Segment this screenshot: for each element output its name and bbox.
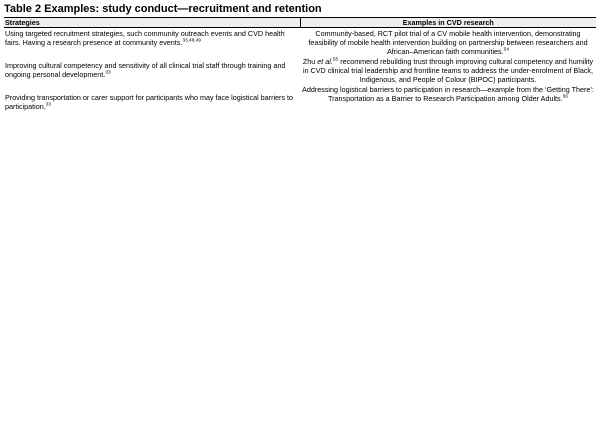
example-text: Addressing logistical barriers to participation in research—example from the ‘Getting There’: Transportation as a Barrier to Research Participation among Older Adults. — [302, 85, 594, 103]
table-row — [4, 85, 596, 112]
table-row — [4, 28, 596, 58]
example-text: Community-based, RCT pilot trial of a CV mobile health intervention, demonstrating feasibility of mobile health intervention building on partnership between researchers and African–American faith communities. — [308, 29, 588, 56]
example-author: Zhu — [302, 57, 316, 66]
example-cell — [300, 85, 596, 112]
strategy-text: Using targeted recruitment strategies, such community outreach events and CVD health fairs. Having a research presence at community events. — [5, 29, 285, 47]
strategy-cell — [4, 85, 300, 112]
strategy-cell — [4, 57, 300, 85]
strategy-text: Improving cultural competency and sensitivity of all clinical trial staff through training and ongoing personal development. — [5, 61, 286, 79]
example-cell — [300, 28, 596, 58]
strategy-text: Providing transportation or carer support for participants who may face logistical barriers to participation. — [5, 93, 294, 111]
table-title: Table 2 Examples: study conduct—recruitment and retention — [4, 3, 322, 15]
table-row — [4, 57, 596, 85]
table-header-row — [4, 18, 596, 28]
strategy-refs: 33 — [45, 102, 52, 108]
example-refs: 56 — [562, 94, 568, 100]
example-etal: et al. — [317, 57, 333, 66]
header-strategies: Strategies — [4, 18, 300, 28]
header-examples: Examples in CVD research — [300, 18, 596, 28]
example-refs: 54 — [503, 47, 509, 53]
strategy-cell — [4, 28, 300, 58]
example-author-refs: 55 — [332, 57, 339, 63]
example-cell — [300, 57, 596, 85]
example-text: recommend rebuilding trust through improving cultural competency and humility in CVD clinical trial leadership and frontline teams to address the under-enrolment of Black, Indigenous, and People of Colour (BIPOC) participants. — [302, 57, 594, 84]
examples-table — [4, 17, 596, 112]
strategy-refs: 33,48,49 — [182, 38, 202, 44]
strategy-refs: 33 — [105, 70, 111, 76]
